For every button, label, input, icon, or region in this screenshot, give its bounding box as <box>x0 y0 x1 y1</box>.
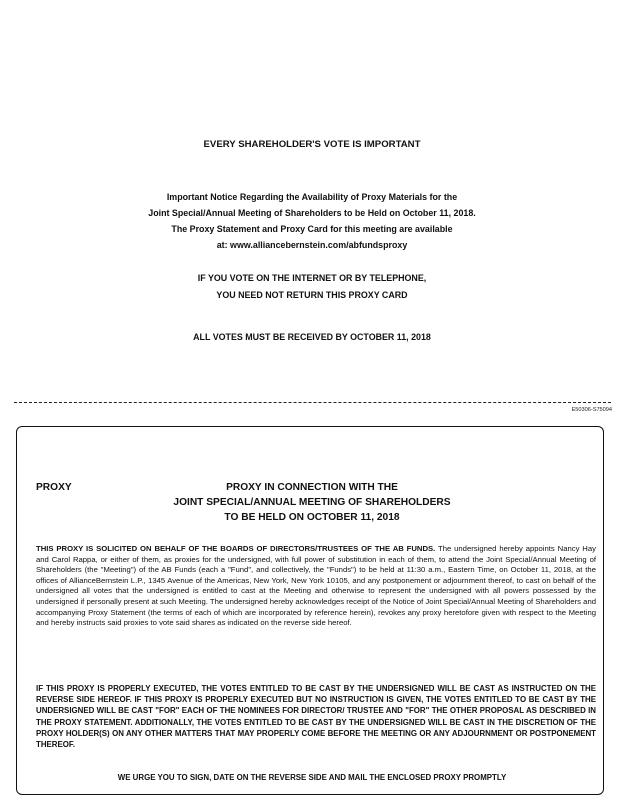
form-code: E50306-S75094 <box>571 407 612 413</box>
proxy-materials-notice <box>0 189 624 253</box>
card-title-line-3: TO BE HELD ON OCTOBER 11, 2018 <box>224 512 400 523</box>
proxy-label: PROXY <box>36 482 72 493</box>
internet-notice-line-2: YOU NEED NOT RETURN THIS PROXY CARD <box>216 290 408 300</box>
appointment-paragraph <box>36 544 596 629</box>
appointment-text: The undersigned hereby appoints Nancy Hay and Carol Rappa, or either of them, as proxies for the undersigned, with full power of substitution in each of them, to attend the Joint Special/Annual Meeting of Shareholders (the "Meeting") of the AB Funds (each a "Fund", and collectively, the "Funds") to be held at 11:30 a.m., Eastern Time, on October 11, 2018, at the offices of AllianceBernstein L.P., 1345 Avenue of the Americas, New York, New York 10105, and any postponement or adjournment thereof, to cast on behalf of the undersigned all votes that the undersigned is entitled to cast at the Meeting and otherwise to represent the undersigned with all powers possessed by the undersigned if personally present at such Meeting. The undersigned hereby acknowledges receipt of the Notice of Joint Special/Annual Meeting of Shareholders and accompanying Proxy Statement (the terms of each of which are incorporated by reference herein), revokes any proxy heretofore given with respect to the Meeting and hereby instructs said proxies to vote said shares as indicated on the reverse side hereof. <box>36 544 596 628</box>
internet-notice-line-1: IF YOU VOTE ON THE INTERNET OR BY TELEPHONE, <box>197 273 427 283</box>
card-title <box>0 480 624 525</box>
detach-line <box>14 402 611 403</box>
internet-vote-notice <box>0 270 624 304</box>
solicitation-statement: THIS PROXY IS SOLICITED ON BEHALF OF THE BOARDS OF DIRECTORS/TRUSTEES OF THE AB FUNDS. <box>36 544 436 553</box>
notice-line-2: Joint Special/Annual Meeting of Shareholders to be Held on October 11, 2018. <box>148 208 476 218</box>
card-title-line-1: PROXY IN CONNECTION WITH THE <box>226 482 398 493</box>
urge-statement: WE URGE YOU TO SIGN, DATE ON THE REVERSE SIDE AND MAIL THE ENCLOSED PROXY PROMPTLY <box>117 773 507 782</box>
notice-line-3: The Proxy Statement and Proxy Card for this meeting are available <box>171 224 453 234</box>
vote-deadline: ALL VOTES MUST BE RECEIVED BY OCTOBER 11, 2018 <box>193 332 431 342</box>
notice-line-1: Important Notice Regarding the Availability of Proxy Materials for the <box>166 192 458 202</box>
vote-heading: EVERY SHAREHOLDER'S VOTE IS IMPORTANT <box>203 139 421 150</box>
notice-line-4: at: www.alliancebernstein.com/abfundsproxy <box>216 240 408 250</box>
execution-paragraph: IF THIS PROXY IS PROPERLY EXECUTED, THE VOTES ENTITLED TO BE CAST BY THE UNDERSIGNED WILL BE CAST AS INSTRUCTED ON THE REVERSE SIDE HEREOF. IF THIS PROXY IS PROPERLY EXECUTED BUT NO INSTRUCTION IS GIVEN, THE VOTES ENTITLED TO BE CAST BY THE UNDERSIGNED WILL BE CAST "FOR" EACH OF THE NOMINEES FOR DIRECTOR/ TRUSTEE AND "FOR" THE OTHER PROPOSAL AS DESCRIBED IN THE PROXY STATEMENT. ADDITIONALLY, THE VOTES ENTITLED TO BE CAST BY THE UNDERSIGNED WILL BE CAST IN THE DISCRETION OF THE PROXY HOLDER(S) ON ANY OTHER MATTERS THAT MAY PROPERLY COME BEFORE THE MEETING OR ANY ADJOURNMENT OR POSTPONEMENT THEREOF. <box>36 684 596 750</box>
card-title-line-2: JOINT SPECIAL/ANNUAL MEETING OF SHAREHOLDERS <box>173 497 451 508</box>
